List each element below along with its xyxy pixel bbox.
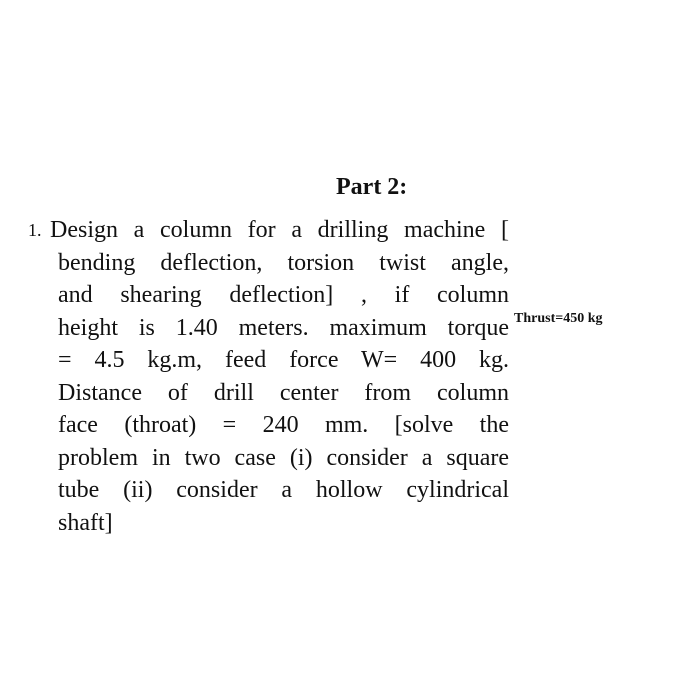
item-number: 1.: [28, 220, 42, 240]
problem-line: shaft]: [58, 509, 113, 536]
problem-line: face (throat) = 240 mm. [solve the: [58, 412, 509, 438]
problem-line: and shearing deflection] , if column: [58, 282, 509, 308]
problem-line: tube (ii) consider a hollow cylindrical: [58, 477, 509, 503]
thrust-annotation: Thrust=450 kg: [514, 311, 603, 326]
problem-line: problem in two case (i) consider a square: [58, 444, 509, 471]
problem-line: bending deflection, torsion twist angle,: [58, 249, 509, 276]
section-heading: Part 2:: [336, 174, 408, 200]
problem-statement: [50, 214, 509, 539]
problem-line: = 4.5 kg.m, feed force W= 400 kg.: [58, 347, 509, 373]
problem-line: height is 1.40 meters. maximum torque: [58, 314, 509, 341]
problem-line: Distance of drill center from column: [58, 379, 509, 406]
problem-line: Design a column for a drilling machine [: [50, 217, 509, 243]
